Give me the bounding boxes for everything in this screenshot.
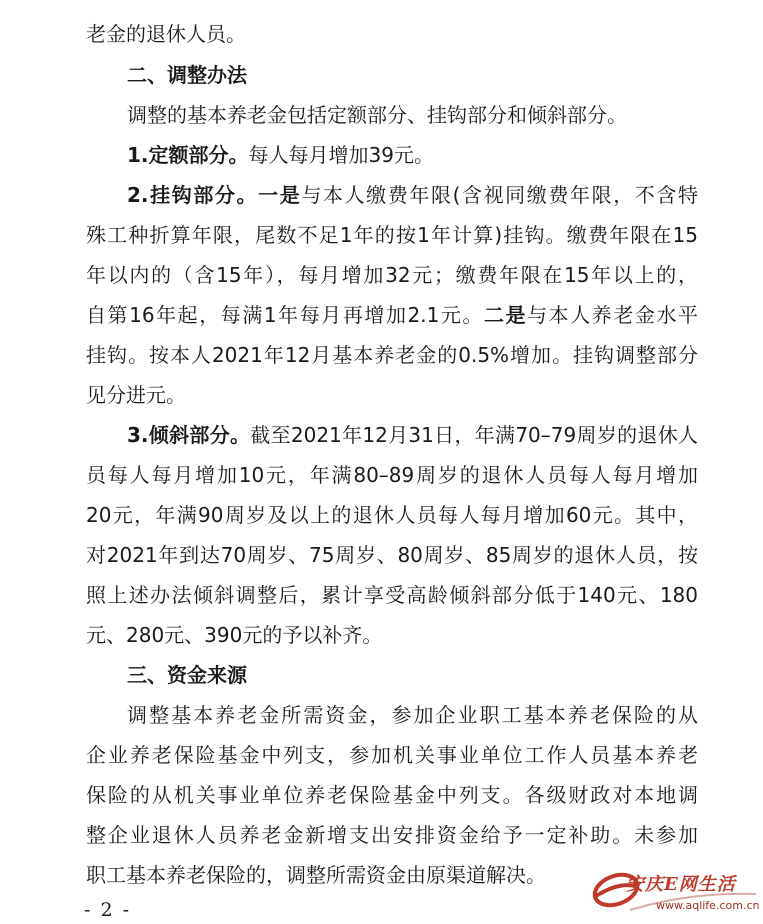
text-segment: 截至2021年12月31日，年满70–79周岁的退休人: [250, 423, 698, 447]
text-line: [127, 695, 698, 735]
text-line: [86, 775, 698, 815]
section-heading: [127, 655, 698, 695]
text-segment: 自第16年起，每满1年每月再增加2.1元。: [86, 303, 484, 327]
text-segment: 对2021年到达70周岁、75周岁、80周岁、85周岁的退休人员，按: [86, 543, 698, 567]
text-line: [127, 415, 698, 455]
text-line: [86, 215, 698, 255]
text-line: [127, 135, 698, 175]
text-line: [86, 375, 698, 415]
text-line: [86, 615, 698, 655]
text-line: [86, 495, 698, 535]
text-segment: 每人每月增加39元。: [248, 143, 434, 167]
text-segment: 20元，年满90周岁及以上的退休人员每人每月增加60元。其中，: [86, 503, 698, 527]
watermark-site-name: 安庆E网生活: [626, 874, 736, 895]
text-line: [86, 535, 698, 575]
text-segment: 保险的从机关事业单位养老保险基金中列支。各级财政对本地调: [86, 783, 698, 807]
page-number: - 2 -: [84, 899, 132, 921]
text-segment: 挂钩。按本人2021年12月基本养老金的0.5%增加。挂钩调整部分: [86, 343, 698, 367]
text-line: [127, 95, 698, 135]
text-line: [86, 295, 698, 335]
text-segment: 殊工种折算年限，尾数不足1年的按1年计算)挂钩。缴费年限在15: [86, 223, 698, 247]
watermark-url: www.aqlife.com.cn: [656, 899, 760, 912]
text-segment-bold: 3.倾斜部分。: [127, 423, 251, 447]
text-segment: 见分进元。: [86, 383, 186, 407]
text-segment: 照上述办法倾斜调整后，累计享受高龄倾斜部分低于140元、180: [86, 583, 698, 607]
text-line: [86, 14, 698, 54]
text-line: [86, 335, 698, 375]
text-segment: 与本人缴费年限(含视同缴费年限，不含特: [301, 183, 698, 207]
text-segment: 与本人养老金水平: [527, 303, 698, 327]
text-segment: 企业养老保险基金中列支，参加机关事业单位工作人员基本养老: [86, 743, 698, 767]
section-heading: [127, 55, 698, 95]
text-segment: 职工基本养老保险的，调整所需资金由原渠道解决。: [86, 863, 546, 887]
heading-text: 三、资金来源: [127, 663, 247, 687]
text-segment: 调整基本养老金所需资金，参加企业职工基本养老保险的从: [127, 703, 698, 727]
text-segment: 员每人每月增加10元，年满80–89周岁的退休人员每人每月增加: [86, 463, 698, 487]
text-segment: 元、280元、390元的予以补齐。: [86, 623, 383, 647]
site-watermark: [590, 862, 760, 920]
text-line: [127, 175, 698, 215]
text-line: [86, 815, 698, 855]
text-line: [86, 735, 698, 775]
text-segment: 调整的基本养老金包括定额部分、挂钩部分和倾斜部分。: [127, 103, 627, 127]
text-segment: 年以内的（含15年），每月增加32元；缴费年限在15年以上的，: [86, 263, 698, 287]
text-line: [86, 455, 698, 495]
text-line: [86, 575, 698, 615]
text-segment: 整企业退休人员养老金新增支出安排资金给予一定补助。未参加: [86, 823, 698, 847]
text-segment-bold: 1.定额部分。: [127, 143, 249, 167]
text-segment-bold: 2.挂钩部分。一是: [127, 183, 302, 207]
text-segment-bold: 二是: [484, 303, 528, 327]
text-line: [86, 255, 698, 295]
text-segment: 老金的退休人员。: [86, 22, 246, 46]
heading-text: 二、调整办法: [127, 63, 247, 87]
